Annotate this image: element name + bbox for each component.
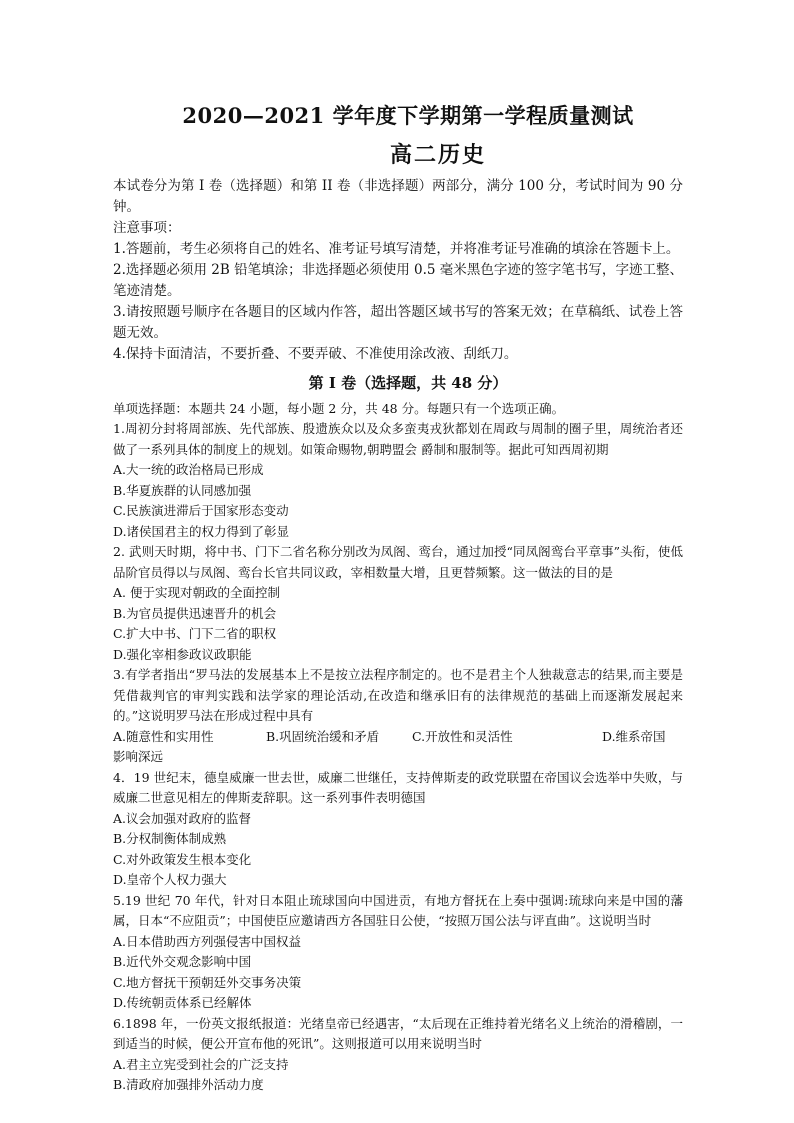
exam-title: 2020—2021 学年度下学期第一学程质量测试 (182, 103, 634, 128)
option: C.民族演进滞后于国家形态变动 (113, 503, 289, 518)
question (113, 419, 683, 542)
option: A.君主立宪受到社会的广泛支持 (113, 1056, 289, 1072)
question-options (113, 1055, 683, 1096)
option: D.维系帝国 (602, 728, 666, 744)
notice-item: 3.请按照题号顺序在各题目的区域内作答，超出答题区域书写的答案无效；在草稿纸、试卷上答题无效。 (113, 304, 683, 341)
section-instructions: 单项选择题：本题共 24 小题，每小题 2 分，共 48 分。每题只有一个选项正确。 (113, 401, 565, 416)
option: A.大一统的政治格局已形成 (113, 462, 264, 477)
notice-item: 1.答题前，考生必须将自己的姓名、准考证号填写清楚，并将准考证号准确的填涂在答题卡上。 (113, 241, 680, 257)
option: B.华夏族群的认同感加强 (113, 482, 252, 498)
notice-item: 2.选择题必须用 2B 铅笔填涂；非选择题必须使用 0.5 毫米黑色字迹的签字笔书写，字迹工整、笔迹清楚。 (113, 262, 683, 299)
option-continuation: 影响深远 (113, 749, 164, 764)
question-options (113, 932, 683, 1014)
exam-page (113, 100, 683, 1096)
question-options (113, 727, 683, 748)
option: B.为官员提供迅速晋升的机会 (113, 605, 277, 621)
question-options (113, 583, 683, 665)
option: B.近代外交观念影响中国 (113, 954, 252, 969)
section-heading: 第 I 卷（选择题，共 48 分） (308, 374, 508, 392)
option: D.诸侯国君主的权力得到了彰显 (113, 523, 290, 539)
exam-intro: 本试卷分为第 I 卷（选择题）和第 II 卷（非选择题）两部分，满分 100 分，考试时间为 90 分钟。 (113, 178, 683, 215)
option: B.巩固统治缓和矛盾 (266, 728, 380, 744)
option: A.议会加强对政府的监督 (113, 810, 252, 826)
question-stem: 5.19 世纪 70 年代，针对日本阻止琉球国向中国进贡，有地方督抚在上奏中强调:琉球向来是中国的藩属，日本“不应阻贡”；中国使臣应邀请西方各国驻日公使，“按照万国公法与评直曲”。这说明当时 (113, 892, 683, 928)
option: C.地方督抚干预朝廷外交事务决策 (113, 974, 302, 990)
option: A.日本借助西方列强侵害中国权益 (113, 933, 302, 949)
option: D.皇帝个人权力强大 (113, 872, 227, 887)
option: C.对外政策发生根本变化 (113, 851, 252, 867)
option: C.开放性和灵活性 (412, 728, 513, 744)
question-options (113, 809, 683, 891)
question (113, 891, 683, 1014)
exam-subject: 高二历史 (389, 142, 486, 168)
question-stem: 3.有学者指出“罗马法的发展基本上不是按立法程序制定的。也不是君主个人独裁意志的结果,而主要是凭借裁判官的审判实践和法学家的理论活动,在改造和继承旧有的法律规范的基础上而逐渐发展起来的。”这说明罗马法在形成过程中具有 (113, 667, 683, 723)
option: D.强化宰相参政议政职能 (113, 646, 252, 662)
question (113, 1014, 683, 1096)
notice-item: 4.保持卡面清洁，不要折叠、不要弄破、不准使用涂改液、刮纸刀。 (113, 346, 518, 362)
notice-label: 注意事项： (113, 220, 181, 236)
option: B.分权制衡体制成熟 (113, 831, 227, 846)
question-stem: 4．19 世纪末，德皇威廉一世去世，威廉二世继任，支持俾斯麦的政党联盟在帝国议会选举中失败，与威廉二世意见相左的俾斯麦辞职。这一系列事件表明德国 (113, 769, 683, 805)
question (113, 542, 683, 665)
option: B.清政府加强排外活动力度 (113, 1077, 264, 1092)
option: A.随意性和实用性 (113, 728, 214, 744)
option: C.扩大中书、门下二省的职权 (113, 626, 277, 641)
question (113, 665, 683, 768)
option: D.传统朝贡体系已经解体 (113, 995, 252, 1010)
question-stem: 2. 武则天时期，将中书、门下二省名称分别改为凤阁、鸾台，通过加授“同凤阁鸾台平章事”头衔，使低品阶官员得以与凤阁、鸾台长官共同议政，宰相数量大增，且更替频繁。这一做法的目的是 (113, 544, 683, 580)
question (113, 768, 683, 891)
option: A. 便于实现对朝政的全面控制 (113, 585, 280, 600)
question-stem: 6.1898 年，一份英文报纸报道：光绪皇帝已经遇害，“太后现在正维持着光绪名义上统治的滑稽剧，一到适当的时候，便公开宣布他的死讯”。这则报道可以用来说明当时 (113, 1015, 683, 1051)
question-stem: 1.周初分封将周部族、先代部族、殷遗族众以及众多蛮夷戎狄都划在周政与周制的圈子里，周统治者还做了一系列具体的制度上的规划。如策命赐物,朝聘盟会 爵制和服制等。据此可知西周初期 (113, 421, 683, 457)
question-options (113, 460, 683, 542)
